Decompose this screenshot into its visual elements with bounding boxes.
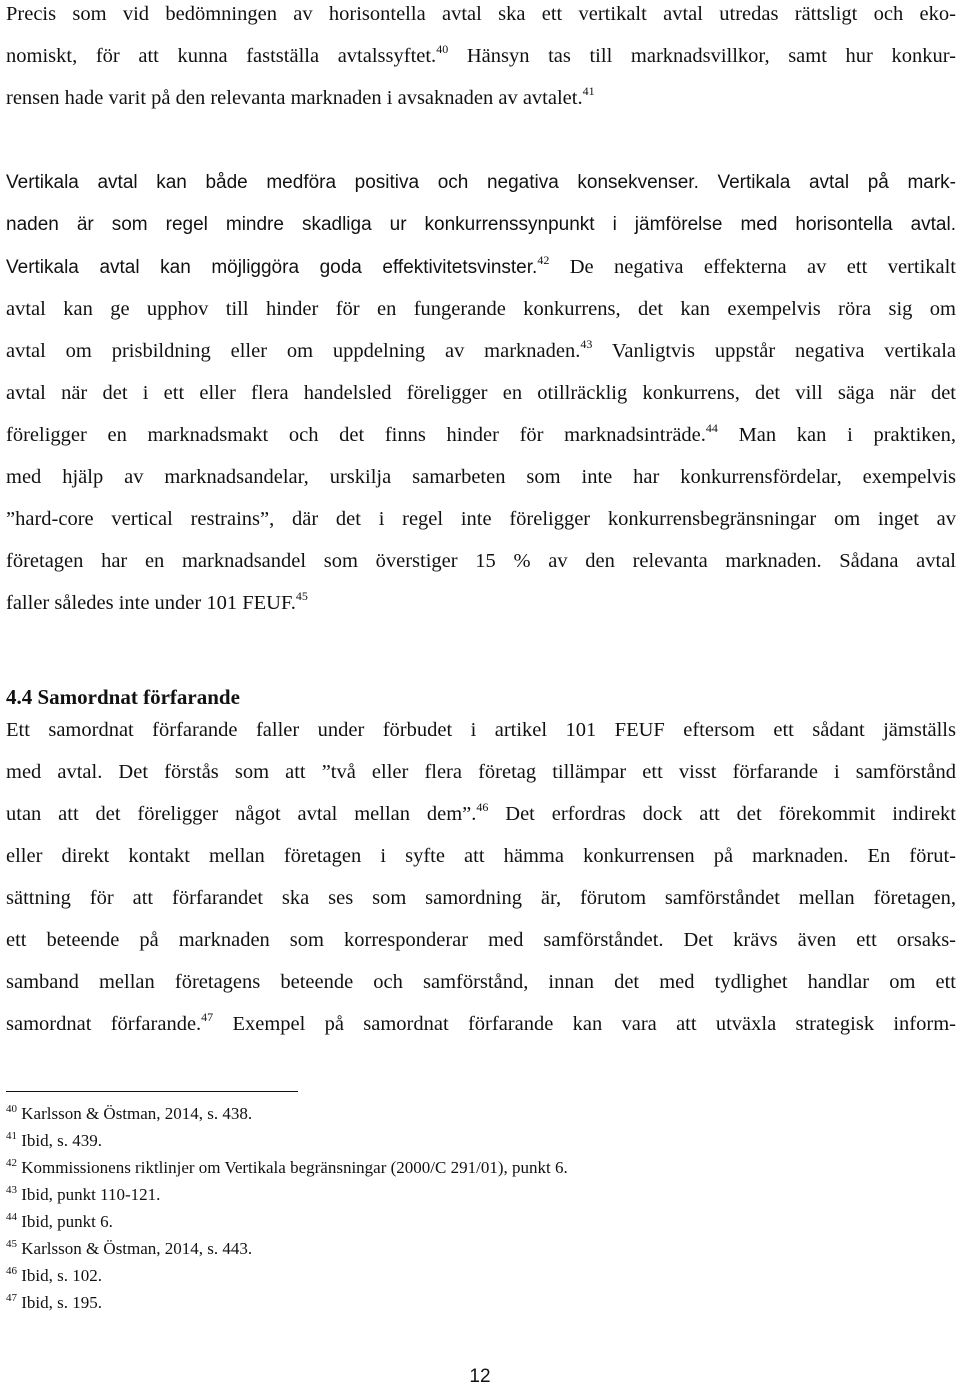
paragraph-line: eller direkt kontakt mellan företagen i syfte att hämma konkurrensen på marknaden. En förut- [6,845,956,867]
footnote-ref[interactable]: 42 [537,253,550,267]
paragraph-line: ”hard-core vertical restrains”, där det i regel inte föreligger konkurrensbegränsningar om inget av [6,508,956,530]
footnote: $^{44}$ Ibid, punkt 6. [6,1211,113,1231]
paragraph-line: rensen hade varit på den relevanta marknaden i avsaknaden av avtalet.$^{41}$ [6,84,595,109]
footnote: $^{42}$ Kommissionens riktlinjer om Vertikala begränsningar (2000/C 291/01), punkt 6. [6,1157,568,1177]
footnote-ref[interactable]: 41 [582,84,595,98]
paragraph-line: sättning för att förfarandet ska ses som samordning är, förutom samförståndet mellan företagen, [6,887,956,909]
paragraph-line: utan att det föreligger något avtal mellan dem”.$^{46}$ Det erfordras dock att det förekommit indirekt [6,800,956,825]
paragraph-line: företagen har en marknadsandel som överstiger 15 % av den relevanta marknaden. Sådana avtal [6,550,956,572]
section-heading: 4.4 Samordnat förfarande [6,685,240,709]
footnote: $^{46}$ Ibid, s. 102. [6,1265,102,1285]
footnote: $^{47}$ Ibid, s. 195. [6,1292,102,1312]
page-number: 12 [469,1366,491,1387]
paragraph-line: ett beteende på marknaden som korresponderar med samförståndet. Det krävs även ett orsaks- [6,929,956,951]
paragraph-line: samband mellan företagens beteende och samförstånd, innan det med tydlighet handlar om ett [6,971,956,993]
footnote: $^{40}$ Karlsson & Östman, 2014, s. 438. [6,1103,253,1123]
paragraph-line: Vertikala avtal kan möjliggöra goda effektivitetsvinster.$^{42}$ De negativa effekterna av ett vertikalt [6,253,957,278]
paragraph-line: Ett samordnat förfarande faller under förbudet i artikel 101 FEUF eftersom ett sådant jämställs [6,719,956,741]
paragraph-line: samordnat förfarande.$^{47}$ Exempel på samordnat förfarande kan vara att utväxla strategisk inform- [6,1010,956,1035]
paragraph-line: avtal när det i ett eller flera handelsled föreligger en otillräcklig konkurrens, det vill säga när det [6,382,956,404]
footnote: $^{43}$ Ibid, punkt 110-121. [6,1184,161,1204]
footnote-ref[interactable]: 45 [295,589,308,603]
footnote-ref[interactable]: 47 [201,1010,214,1024]
footnote-separator [6,1091,298,1092]
footnote-ref[interactable]: 46 [476,800,489,814]
paragraph-line: föreligger en marknadsmakt och det finns hinder för marknadsinträde.$^{44}$ Man kan i praktiken, [6,421,956,446]
paragraph-line: faller således inte under 101 FEUF.$^{45}$ [6,589,308,614]
paragraph-line: Precis som vid bedömningen av horisontella avtal ska ett vertikalt avtal utredas rättsligt och eko- [6,3,956,25]
footnote: $^{45}$ Karlsson & Östman, 2014, s. 443. [6,1238,253,1258]
paragraph-line: med avtal. Det förstås som att ”två eller flera företag tillämpar ett visst förfarande i samförstånd [6,761,956,783]
footnote-ref[interactable]: 43 [580,337,593,351]
paragraph-line: nomiskt, för att kunna fastställa avtalssyftet.$^{40}$ Hänsyn tas till marknadsvillkor, samt hur konkur- [6,42,956,67]
paragraph-line: med hjälp av marknadsandelar, urskilja samarbeten som inte har konkurrensfördelar, exempelvis [6,466,956,488]
paragraph-line: Vertikala avtal kan både medföra positiva och negativa konsekvenser. Vertikala avtal på mark- [6,172,956,193]
paragraph-line: naden är som regel mindre skadliga ur konkurrenssynpunkt i jämförelse med horisontella avtal. [6,214,956,235]
paragraph-line: avtal om prisbildning eller om uppdelning av marknaden.$^{43}$ Vanligtvis uppstår negativa vertikala [6,337,956,362]
footnote-ref[interactable]: 40 [436,42,449,56]
paragraph-line: avtal kan ge upphov till hinder för en fungerande konkurrens, det kan exempelvis röra sig om [6,298,956,320]
footnote-ref[interactable]: 44 [705,421,718,435]
footnote: $^{41}$ Ibid, s. 439. [6,1130,102,1150]
